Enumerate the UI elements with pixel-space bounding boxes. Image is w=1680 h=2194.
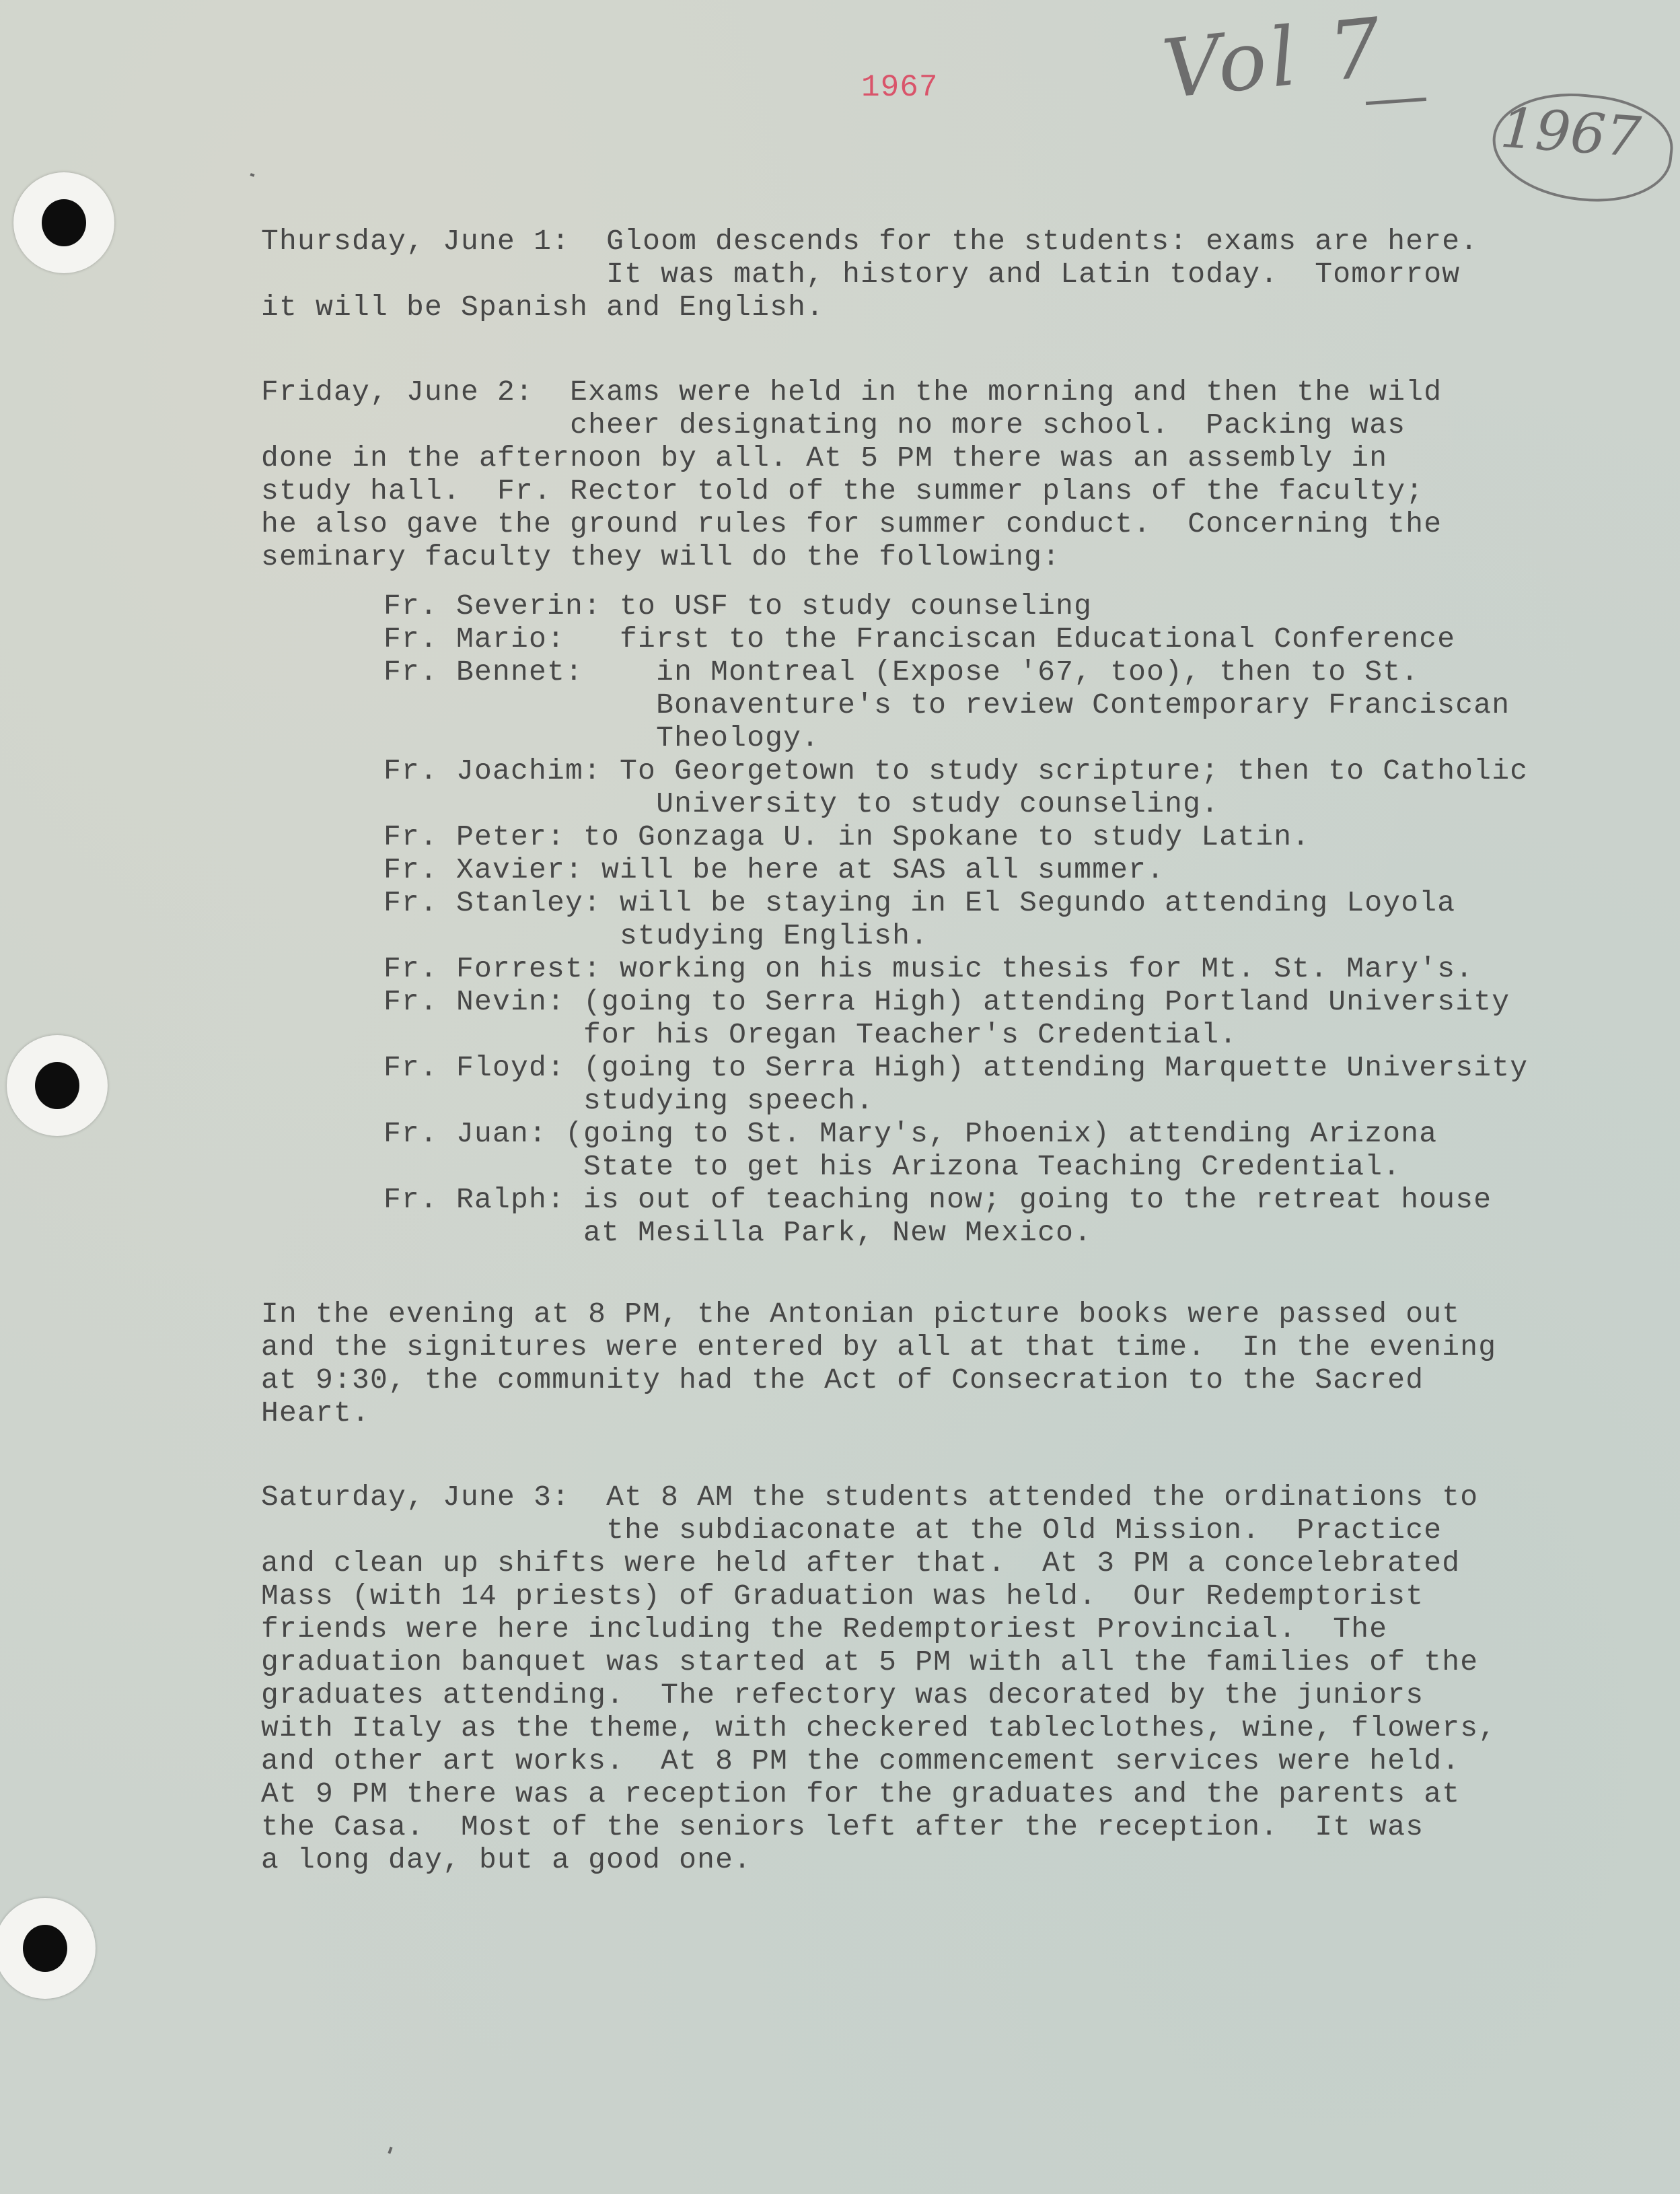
punch-hole-middle [7,1035,108,1136]
handwritten-underline [1366,98,1426,105]
faculty-summer-plans-list: Fr. Severin: to USF to study counseling Fr. Mario: first to the Franciscan Educational Conference Fr. Bennet: in Montreal (Expose '67, too), then to St. Bonaventure's to review Contemporary Franciscan Theology. Fr. Joachim: To Georgetown to study scripture; then to Catholic University to study counseling. Fr. Peter: to Gonzaga U. in Spokane to study Latin. Fr. Xavier: will be here at SAS all summer. Fr. Stanley: will be staying in El Segundo attending Loyola studying English. Fr. Forrest: working on his music thesis for Mt. St. Mary's. Fr. Nevin: (going to Serra High) attending Portland University for his Oregan Teacher's Credential. Fr. Floyd: (going to Serra High) attending Marquette University studying speech. Fr. Juan: (going to St. Mary's, Phoenix) attending Arizona State to get his Arizona Teaching Credential. Fr. Ralph: is out of teaching now; going to the retreat house at Mesilla Park, New Mexico. [384,590,1529,1249]
punch-hole-bottom [0,1898,96,1999]
entry-june-2: Friday, June 2: Exams were held in the morning and then the wild cheer designating no more school. Packing was done in the afternoon by all. At 5 PM there was an assembly in study hall. Fr. Rector told of the summer plans of the faculty; he also gave the ground rules for summer conduct. Concerning the seminary faculty they will do the following: [261,376,1442,573]
punch-hole-top [13,172,114,273]
handwritten-year: 1967 [1498,96,1643,170]
entry-june-3: Saturday, June 3: At 8 AM the students attended the ordinations to the subdiaconate at the Old Mission. Practice and clean up shifts were held after that. At 3 PM a concelebrated Mass (with 14 priests) of Graduation was held. Our Redemptorist friends were here including the Redemptoriest Provincial. The graduation banquet was started at 5 PM with all the families of the graduates attending. The refectory was decorated by the juniors with Italy as the theme, with checkered tableclothes, wine, flowers, and other art works. At 8 PM the commencement services were held. At 9 PM there was a reception for the graduates and the parents at the Casa. Most of the seniors left after the reception. It was a long day, but a good one. [261,1481,1497,1876]
stray-ink-mark [388,2147,392,2154]
handwritten-volume-label: Vol 7 [1158,1,1390,117]
entry-june-2-evening: In the evening at 8 PM, the Antonian picture books were passed out and the signitures were entered by all at that time. In the evening at 9:30, the community had the Act of Consecration to the Sacred Heart. [261,1298,1497,1429]
stray-ink-mark [250,173,254,177]
entry-june-1: Thursday, June 1: Gloom descends for the students: exams are here. It was math, history and Latin today. Tomorrow it will be Spanish and English. [261,225,1479,324]
stamped-year: 1967 [861,70,939,105]
